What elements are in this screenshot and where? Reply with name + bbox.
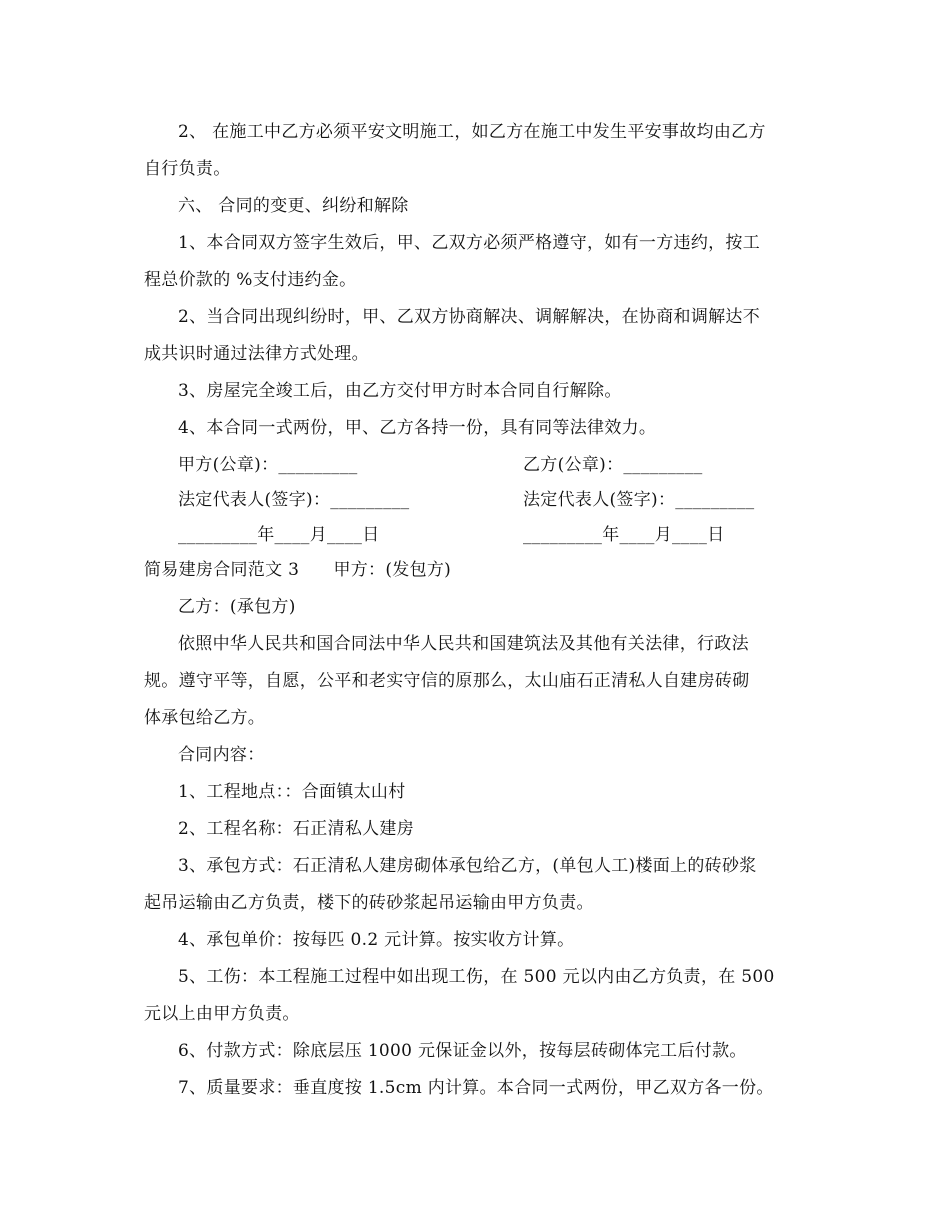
paragraph-line: 2、工程名称：石正清私人建房	[178, 819, 415, 839]
section-heading: 合同内容：	[178, 745, 265, 765]
paragraph-line: 程总价款的 %支付违约金。	[144, 270, 357, 290]
party-a-representative: 法定代表人(签字)：_________	[178, 490, 410, 510]
paragraph-line: 4、本合同一式两份，甲、乙方各持一份，具有同等法律效力。	[178, 418, 657, 438]
paragraph-line: 2、当合同出现纠纷时，甲、乙双方协商解决、调解解决，在协商和调解达不	[178, 307, 761, 327]
paragraph-line: 4、承包单价：按每匹 0.2 元计算。按实收方计算。	[178, 930, 575, 950]
party-b-representative: 法定代表人(签字)：_________	[523, 490, 755, 510]
paragraph-line: 1、工程地点：：合面镇太山村	[178, 782, 406, 802]
paragraph-line: 体承包给乙方。	[144, 708, 266, 728]
paragraph-line: 5、工伤：本工程施工过程中如出现工伤，在 500 元以内由乙方负责，在 500	[178, 967, 775, 987]
paragraph-line: 6、付款方式：除底层压 1000 元保证金以外，按每层砖砌体完工后付款。	[178, 1041, 747, 1061]
paragraph-line: 元以上由甲方负责。	[144, 1004, 300, 1024]
paragraph-line: 乙方：(承包方)	[178, 597, 296, 617]
party-a-seal: 甲方(公章)：_________	[178, 455, 358, 475]
paragraph-line: 2、 在施工中乙方必须平安文明施工，如乙方在施工中发生平安事故均由乙方	[178, 122, 766, 142]
paragraph-line: 7、质量要求：垂直度按 1.5cm 内计算。本合同一式两份，甲乙双方各一份。	[178, 1078, 774, 1098]
party-b-date: _________年____月____日	[523, 525, 725, 545]
paragraph-line: 成共识时通过法律方式处理。	[144, 344, 369, 364]
paragraph-line: 3、承包方式：石正清私人建房砌体承包给乙方，(单包人工)楼面上的砖砂浆	[178, 856, 757, 876]
paragraph-line: 3、房屋完全竣工后，由乙方交付甲方时本合同自行解除。	[178, 381, 622, 401]
paragraph-line: 自行负责。	[144, 159, 231, 179]
contract-title: 简易建房合同范文 3 甲方：(发包方)	[144, 560, 452, 580]
party-b-seal: 乙方(公章)：_________	[523, 455, 703, 475]
section-heading: 六、 合同的变更、纠纷和解除	[178, 196, 409, 216]
party-a-date: _________年____月____日	[178, 525, 380, 545]
paragraph-line: 规。遵守平等，自愿，公平和老实守信的原那么，太山庙石正清私人自建房砖砌	[144, 671, 750, 691]
paragraph-line: 起吊运输由乙方负责，楼下的砖砂浆起吊运输由甲方负责。	[144, 893, 594, 913]
paragraph-line: 依照中华人民共和国合同法中华人民共和国建筑法及其他有关法律，行政法	[178, 634, 749, 654]
paragraph-line: 1、本合同双方签字生效后，甲、乙双方必须严格遵守，如有一方违约，按工	[178, 233, 761, 253]
